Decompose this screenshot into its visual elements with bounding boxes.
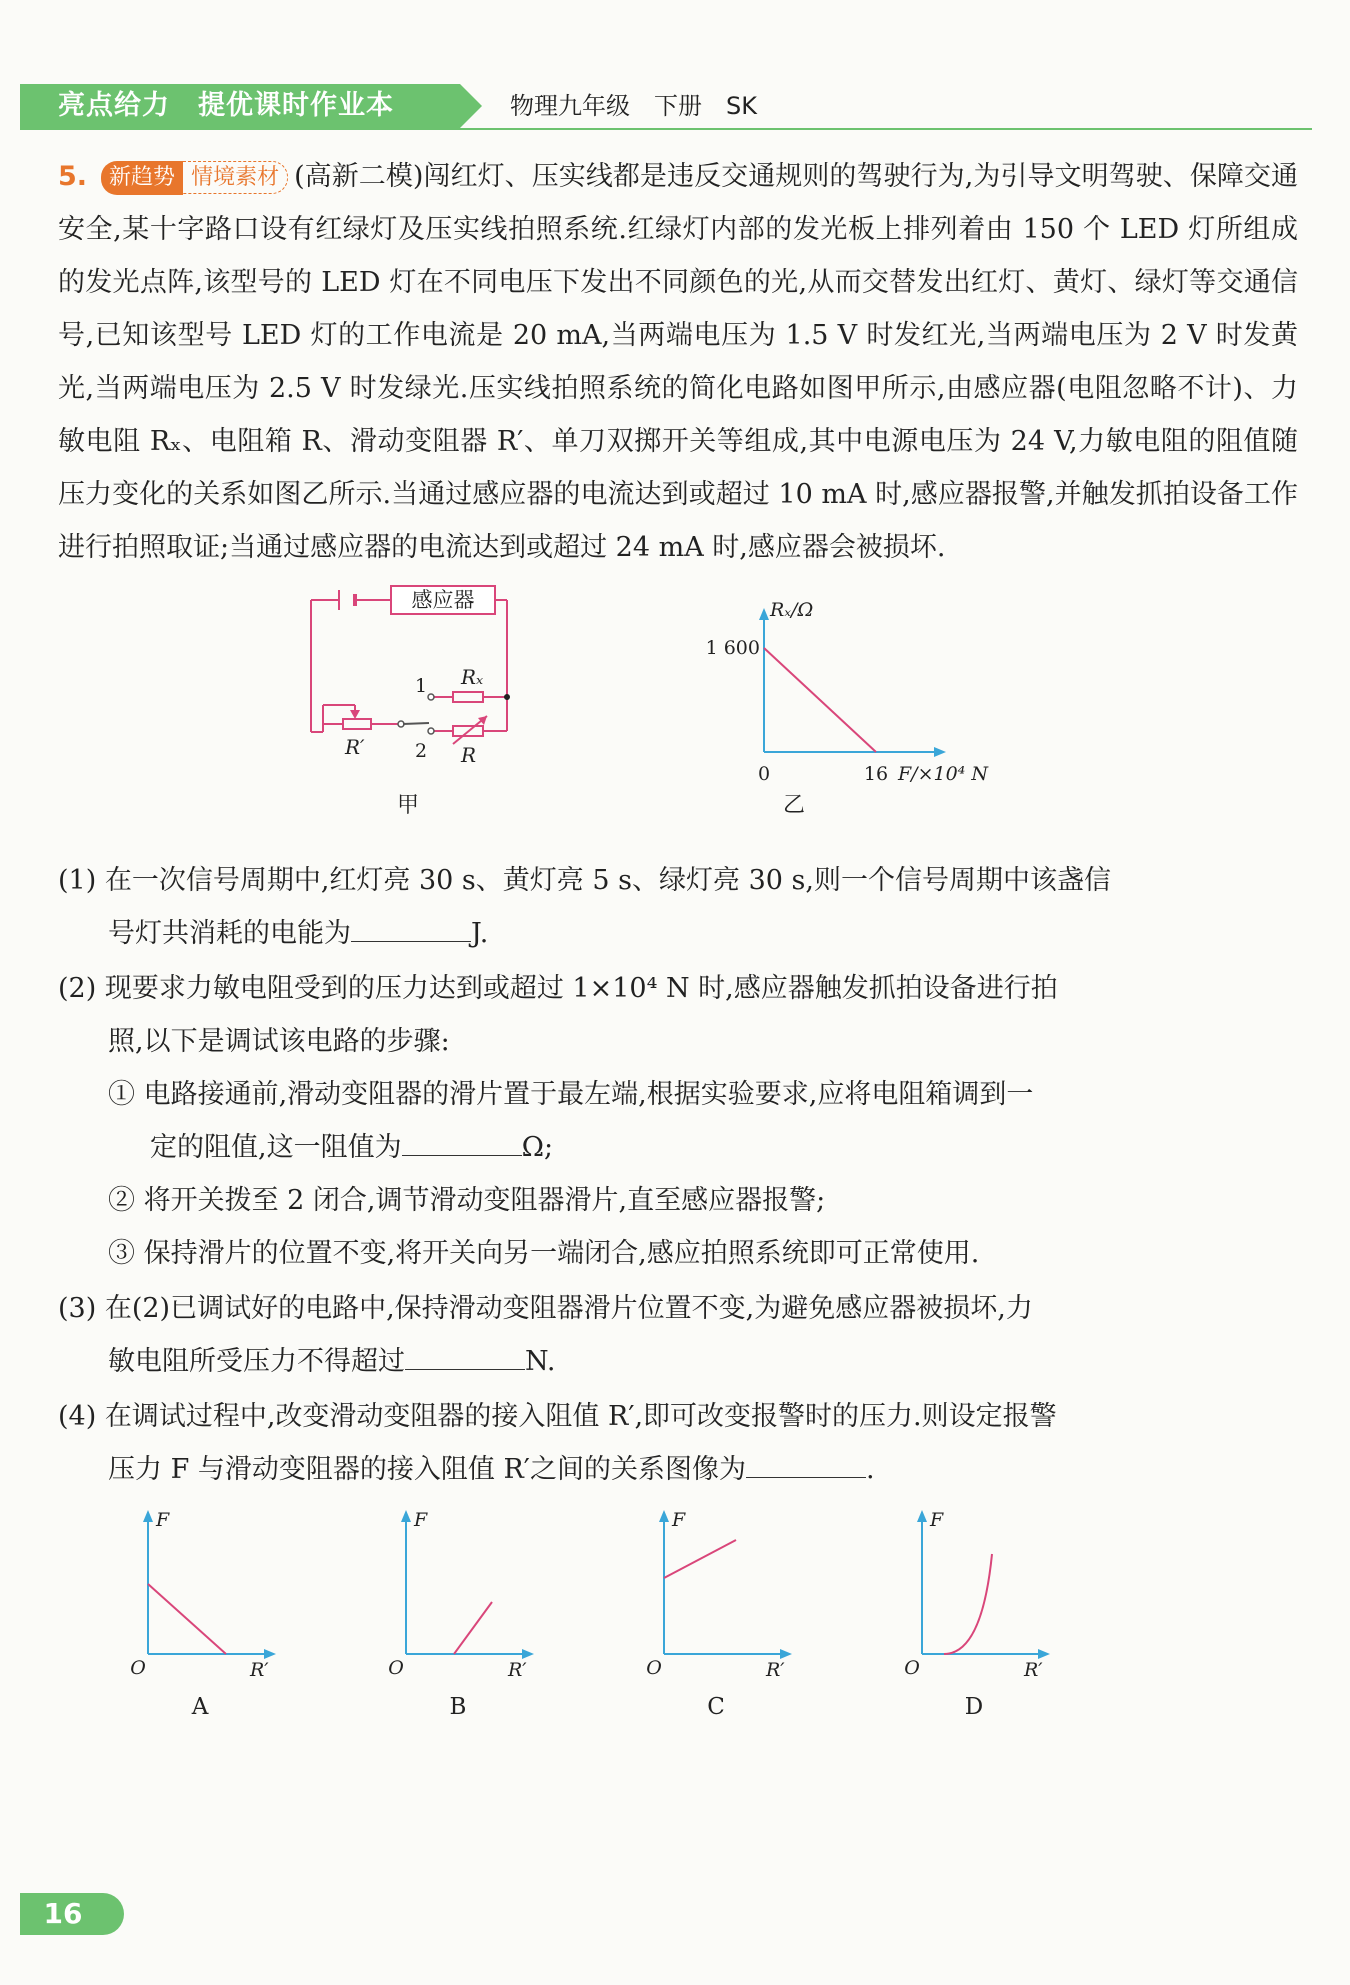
choice-c-origin: O [646, 1657, 662, 1679]
choice-d-graph[interactable] [892, 1504, 1082, 1724]
answer-blank-3[interactable] [405, 1339, 525, 1370]
sub1-unit: J. [471, 918, 489, 949]
stem-text: (高新二模)闯红灯、压实线都是违反交通规则的驾驶行为,为引导文明驾驶、保障交通安全,某十字路口设有红绿灯及压实线拍照系统.红绿灯内部的发光板上排列着由 150 个 LED 灯所组成的发光点阵,该型号的 LED 灯在不同电压下发出不同颜色的光,从而交替发出红灯、黄灯、绿灯等交通信号,已知该型号 LED 灯的工作电流是 20 mA,当两端电压为 1.5 V 时发红光,当两端电压为 2 V 时发黄光,当两端电压为 2.5 V 时发绿光.压实线拍照系统的简化电路如图甲所示,由感应器(电阻忽略不计)、力敏电阻 Rₓ、电阻箱 R、滑动变阻器 R′、单刀双掷开关等组成,其中电源电压为 24 V,力敏电阻的阻值随压力变化的关系如图乙所示.当通过感应器的电流达到或超过 10 mA 时,感应器报警,并触发抓拍设备工作进行拍照取证;当通过感应器的电流达到或超过 24 mA 时,感应器会被损坏. [58, 161, 1298, 563]
step-2: ② 将开关拨至 2 闭合,调节滑动变阻器滑片,直至感应器报警; [108, 1185, 826, 1216]
sub1-text: 号灯共消耗的电能为 [108, 918, 351, 949]
question-stem [58, 150, 1298, 574]
step-1-line1: ① 电路接通前,滑动变阻器的滑片置于最左端,根据实验要求,应将电阻箱调到一 [108, 1079, 1034, 1110]
figures [58, 580, 1298, 842]
subquestion-1 [58, 854, 1298, 960]
step-1-line2 [58, 1121, 1298, 1174]
answer-blank-2[interactable] [402, 1125, 522, 1156]
yi-y-tick: 1 600 [705, 637, 760, 659]
choice-a-origin: O [130, 1657, 146, 1679]
circuit-diagram-jia [303, 580, 633, 842]
sensor-label: 感应器 [411, 588, 475, 612]
subquestion-3 [58, 1282, 1298, 1388]
page-number: 16 [43, 1897, 83, 1930]
choice-a-curve [148, 1584, 226, 1654]
sub4-line1: (4) 在调试过程中,改变滑动变阻器的接入阻值 R′,即可改变报警时的压力.则设定报警 [58, 1401, 1057, 1432]
choice-d-curve [944, 1554, 992, 1654]
choice-c-label: C [707, 1694, 725, 1720]
rx-series-line [764, 648, 876, 752]
sub3-text: 敏电阻所受压力不得超过 [108, 1346, 405, 1377]
sub4-line2 [58, 1443, 1298, 1496]
subject-label: 物理九年级 下册 SK [510, 92, 757, 120]
sub4-end: . [865, 1454, 875, 1485]
choice-d-label: D [964, 1694, 984, 1720]
choice-b-x: R′ [508, 1659, 527, 1681]
sub3-line2 [58, 1335, 1298, 1388]
choice-a-y: F [156, 1509, 170, 1531]
sub3-line1: (3) 在(2)已调试好的电路中,保持滑动变阻器滑片位置不变,为避免感应器被损坏,力 [58, 1293, 1033, 1324]
r-label: R [461, 743, 477, 767]
choice-c-x: R′ [766, 1659, 785, 1681]
choice-c-y: F [672, 1509, 686, 1531]
choice-b-curve [454, 1602, 492, 1654]
sub3-unit: N. [525, 1346, 556, 1377]
switch-position-2: 2 [414, 740, 428, 762]
choice-b-y: F [414, 1509, 428, 1531]
graph-yi [698, 580, 1028, 842]
rx-label: Rₓ [461, 665, 484, 689]
header-divider [20, 128, 1312, 130]
trend-badge: 新趋势 [101, 161, 183, 195]
choice-a-x: R′ [250, 1659, 269, 1681]
choice-a-graph[interactable] [118, 1504, 308, 1724]
choice-b-label: B [449, 1694, 467, 1720]
series-title: 亮点给力 提优课时作业本 [58, 90, 394, 121]
sub2-line2: 照,以下是调试该电路的步骤: [108, 1026, 450, 1057]
choice-d-y: F [930, 1509, 944, 1531]
choice-d-x: R′ [1024, 1659, 1043, 1681]
switch-position-1: 1 [414, 675, 428, 697]
sub4-text: 压力 F 与滑动变阻器的接入阻值 R′之间的关系图像为 [108, 1454, 746, 1485]
choice-c-graph[interactable] [634, 1504, 824, 1724]
page-number-tab [20, 1893, 124, 1935]
subquestion-2 [58, 962, 1298, 1280]
step-3: ③ 保持滑片的位置不变,将开关向另一端闭合,感应拍照系统即可正常使用. [108, 1238, 980, 1269]
choice-d-origin: O [904, 1657, 920, 1679]
sub2-line1: (2) 现要求力敏电阻受到的压力达到或超过 1×10⁴ N 时,感应器触发抓拍设备进行拍 [58, 973, 1058, 1004]
page-header [20, 84, 1312, 130]
sub1-line1: (1) 在一次信号周期中,红灯亮 30 s、黄灯亮 5 s、绿灯亮 30 s,则一个信号周期中该盏信 [58, 865, 1111, 896]
rprime-label: R′ [345, 735, 365, 759]
yi-y-axis-label: Rₓ/Ω [770, 599, 814, 621]
question-number: 5. [58, 161, 88, 192]
subquestion-4 [58, 1390, 1298, 1496]
yi-x-axis-label: F/×10⁴ N [898, 763, 988, 785]
answer-blank-4[interactable] [746, 1447, 866, 1478]
answer-blank-1[interactable] [351, 911, 471, 942]
choice-c-curve [664, 1540, 736, 1578]
choice-a-label: A [191, 1694, 209, 1720]
yi-x-tick: 16 [863, 763, 889, 785]
sub1-line2 [58, 907, 1298, 960]
step1-text: 定的阻值,这一阻值为 [150, 1132, 402, 1163]
step1-unit: Ω; [521, 1132, 554, 1163]
choice-b-graph[interactable] [376, 1504, 566, 1724]
yi-origin: 0 [757, 763, 771, 785]
figure-jia-caption: 甲 [396, 793, 420, 818]
context-badge: 情境素材 [183, 161, 288, 194]
figure-yi-caption: 乙 [782, 793, 806, 818]
question-5 [58, 150, 1298, 1734]
choice-graphs [58, 1504, 1298, 1734]
choice-b-origin: O [388, 1657, 404, 1679]
